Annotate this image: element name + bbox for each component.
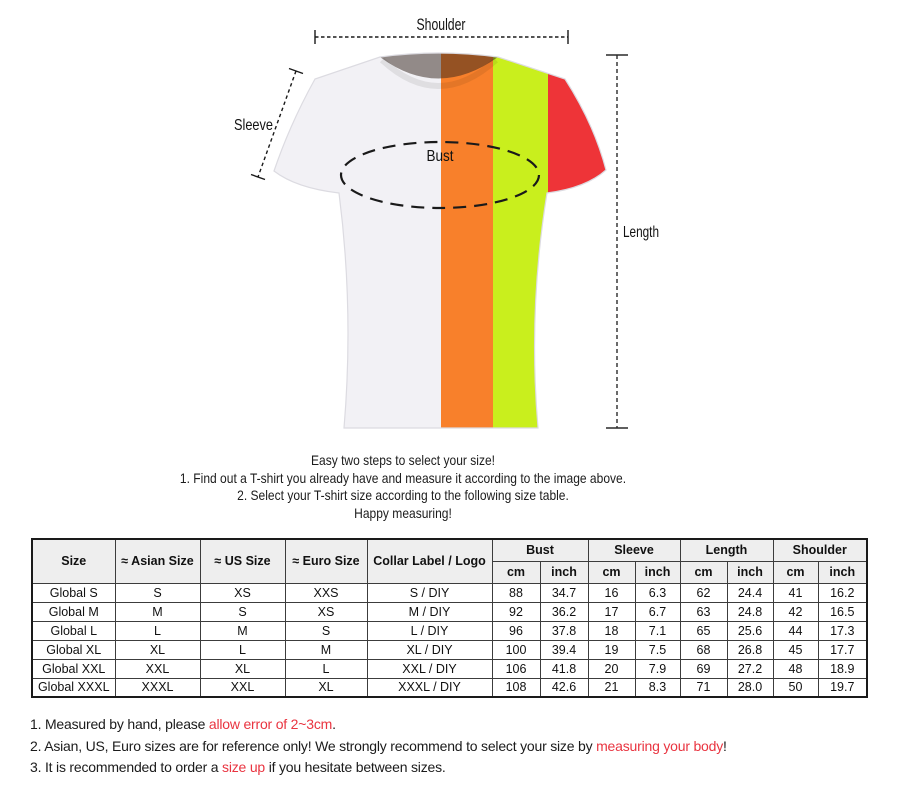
value-cell: 44 xyxy=(773,621,818,640)
value-cell: 16.2 xyxy=(818,583,867,602)
shoulder-label: Shoulder xyxy=(416,15,466,34)
value-cell: XL / DIY xyxy=(367,640,492,659)
note-item xyxy=(30,736,880,758)
tshirt-orange-stripe xyxy=(441,40,493,440)
note-item xyxy=(30,757,880,779)
value-cell: L xyxy=(115,621,200,640)
note-text: 3. It is recommended to order a xyxy=(30,759,223,775)
table-row xyxy=(32,640,867,659)
value-cell: 71 xyxy=(680,678,727,697)
size-cell: Global XL xyxy=(32,640,115,659)
value-cell: 108 xyxy=(492,678,540,697)
tshirt-green-stripe xyxy=(493,40,548,440)
value-cell: XL xyxy=(200,659,285,678)
value-cell: S xyxy=(115,583,200,602)
note-highlight: measuring your body xyxy=(596,737,724,754)
note-text: ! xyxy=(723,737,727,754)
table-row xyxy=(32,678,867,697)
header-asian-size: ≈ Asian Size xyxy=(115,539,200,583)
value-cell: 24.4 xyxy=(727,583,773,602)
value-cell: M / DIY xyxy=(367,602,492,621)
size-table-head xyxy=(32,539,867,583)
value-cell: 26.8 xyxy=(727,640,773,659)
note-item xyxy=(30,714,880,736)
value-cell: 100 xyxy=(492,640,540,659)
header-euro-size: ≈ Euro Size xyxy=(285,539,367,583)
header-us-size: ≈ US Size xyxy=(200,539,285,583)
size-cell: Global XXL xyxy=(32,659,115,678)
unit-shoulder-inch: inch xyxy=(818,561,867,583)
instructions-block xyxy=(56,452,749,522)
instructions-footer: Happy measuring! xyxy=(354,504,452,521)
value-cell: XL xyxy=(115,640,200,659)
value-cell: XXL xyxy=(115,659,200,678)
value-cell: XXXL xyxy=(115,678,200,697)
unit-shoulder-cm: cm xyxy=(773,561,818,583)
note-highlight: size up xyxy=(222,759,265,775)
unit-sleeve-inch: inch xyxy=(635,561,680,583)
value-cell: 48 xyxy=(773,659,818,678)
value-cell: 34.7 xyxy=(540,583,588,602)
value-cell: M xyxy=(285,640,367,659)
value-cell: 7.1 xyxy=(635,621,680,640)
value-cell: 42 xyxy=(773,602,818,621)
value-cell: 6.7 xyxy=(635,602,680,621)
note-text: . xyxy=(332,716,336,732)
group-header-row xyxy=(32,539,867,561)
value-cell: S xyxy=(200,602,285,621)
value-cell: M xyxy=(200,621,285,640)
table-row xyxy=(32,659,867,678)
value-cell: 96 xyxy=(492,621,540,640)
value-cell: 42.6 xyxy=(540,678,588,697)
length-measure xyxy=(606,55,628,428)
header-sleeve: Sleeve xyxy=(588,539,680,561)
header-size: Size xyxy=(32,539,115,583)
note-text: 2. Asian, US, Euro sizes are for reference only! We strongly recommend to select your size by xyxy=(30,737,597,754)
header-length: Length xyxy=(680,539,773,561)
unit-bust-cm: cm xyxy=(492,561,540,583)
note-text: 1. Measured by hand, please xyxy=(30,716,209,732)
value-cell: XXL xyxy=(200,678,285,697)
header-bust: Bust xyxy=(492,539,588,561)
value-cell: 16.5 xyxy=(818,602,867,621)
value-cell: XXS xyxy=(285,583,367,602)
value-cell: 25.6 xyxy=(727,621,773,640)
value-cell: 28.0 xyxy=(727,678,773,697)
value-cell: 18.9 xyxy=(818,659,867,678)
value-cell: XL xyxy=(285,678,367,697)
header-collar-label: Collar Label / Logo xyxy=(367,539,492,583)
unit-bust-inch: inch xyxy=(540,561,588,583)
value-cell: 68 xyxy=(680,640,727,659)
size-cell: Global M xyxy=(32,602,115,621)
size-cell: Global S xyxy=(32,583,115,602)
value-cell: 69 xyxy=(680,659,727,678)
sleeve-label: Sleeve xyxy=(234,117,274,134)
table-row xyxy=(32,621,867,640)
value-cell: 16 xyxy=(588,583,635,602)
value-cell: 62 xyxy=(680,583,727,602)
value-cell: 7.5 xyxy=(635,640,680,659)
value-cell: 50 xyxy=(773,678,818,697)
value-cell: 106 xyxy=(492,659,540,678)
size-cell: Global L xyxy=(32,621,115,640)
value-cell: 17.7 xyxy=(818,640,867,659)
table-row xyxy=(32,583,867,602)
value-cell: 27.2 xyxy=(727,659,773,678)
note-highlight: allow error of 2~3cm xyxy=(208,716,333,732)
value-cell: 37.8 xyxy=(540,621,588,640)
value-cell: 41.8 xyxy=(540,659,588,678)
unit-length-inch: inch xyxy=(727,561,773,583)
value-cell: 45 xyxy=(773,640,818,659)
instructions-step-2: 2. Select your T-shirt size according to the following size table. xyxy=(237,487,569,503)
tshirt-illustration xyxy=(230,40,623,440)
instructions-title: Easy two steps to select your size! xyxy=(310,452,496,468)
value-cell: 41 xyxy=(773,583,818,602)
value-cell: S / DIY xyxy=(367,583,492,602)
value-cell: 92 xyxy=(492,602,540,621)
notes-list xyxy=(30,714,880,779)
value-cell: XXXL / DIY xyxy=(367,678,492,697)
header-shoulder: Shoulder xyxy=(773,539,867,561)
value-cell: XS xyxy=(285,602,367,621)
length-label: Length xyxy=(623,224,659,241)
value-cell: S xyxy=(285,621,367,640)
table-row xyxy=(32,602,867,621)
value-cell: 88 xyxy=(492,583,540,602)
value-cell: 19.7 xyxy=(818,678,867,697)
size-table-body xyxy=(32,583,867,697)
value-cell: 7.9 xyxy=(635,659,680,678)
value-cell: 8.3 xyxy=(635,678,680,697)
value-cell: 18 xyxy=(588,621,635,640)
value-cell: 39.4 xyxy=(540,640,588,659)
note-text: if you hesitate between sizes. xyxy=(265,759,446,775)
value-cell: 6.3 xyxy=(635,583,680,602)
value-cell: 63 xyxy=(680,602,727,621)
value-cell: L / DIY xyxy=(367,621,492,640)
value-cell: 19 xyxy=(588,640,635,659)
value-cell: 17 xyxy=(588,602,635,621)
bust-label: Bust xyxy=(426,148,454,165)
value-cell: 17.3 xyxy=(818,621,867,640)
unit-length-cm: cm xyxy=(680,561,727,583)
unit-sleeve-cm: cm xyxy=(588,561,635,583)
value-cell: 65 xyxy=(680,621,727,640)
value-cell: 21 xyxy=(588,678,635,697)
tshirt-red-stripe xyxy=(548,40,623,440)
value-cell: 24.8 xyxy=(727,602,773,621)
value-cell: XXL / DIY xyxy=(367,659,492,678)
size-cell: Global XXXL xyxy=(32,678,115,697)
value-cell: L xyxy=(285,659,367,678)
value-cell: L xyxy=(200,640,285,659)
size-table xyxy=(31,538,868,698)
value-cell: XS xyxy=(200,583,285,602)
value-cell: 20 xyxy=(588,659,635,678)
value-cell: M xyxy=(115,602,200,621)
value-cell: 36.2 xyxy=(540,602,588,621)
instructions-step-1: 1. Find out a T-shirt you already have and measure it according to the image above. xyxy=(179,469,627,486)
